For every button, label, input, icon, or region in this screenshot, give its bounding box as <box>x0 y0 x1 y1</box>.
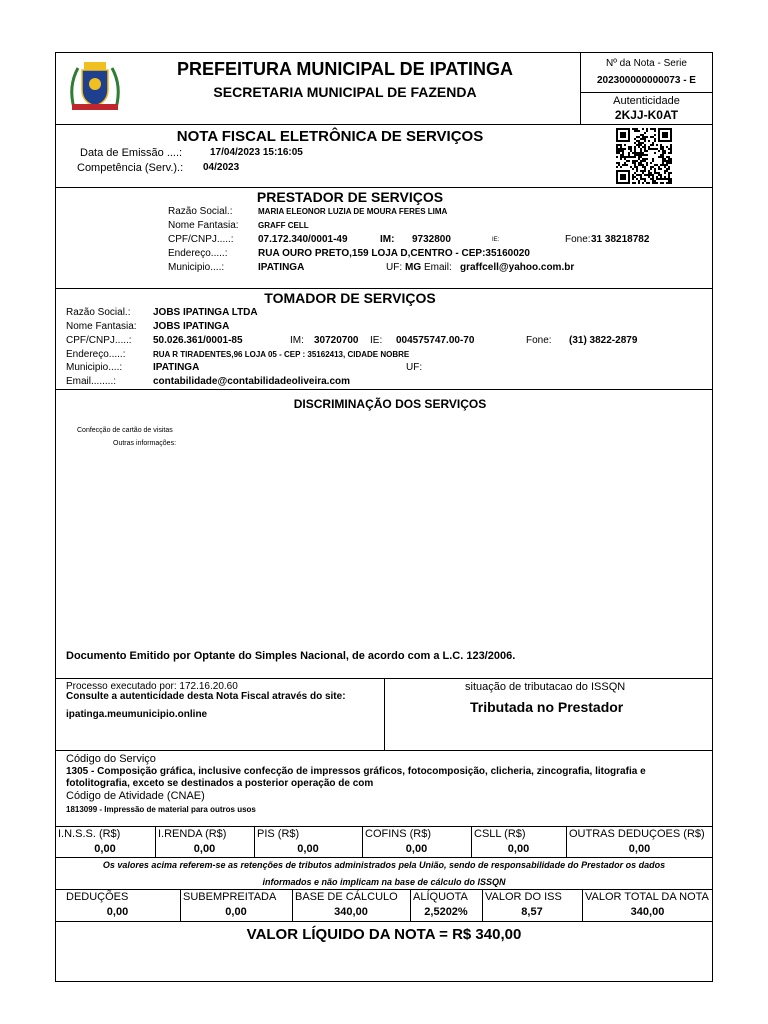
prestador-municipio-value: IPATINGA <box>258 262 305 273</box>
tomador-uf-label: UF: <box>406 362 423 373</box>
divider-prestador <box>55 187 713 188</box>
calc-value-total: 340,00 <box>630 906 665 918</box>
prestador-uf-label: UF: <box>386 262 403 273</box>
ret-header-irenda: I.RENDA (R$) <box>158 828 227 840</box>
divider-codigo <box>55 750 713 751</box>
retencoes-note-line2: informados e não implicam na base de cálculo do ISSQN <box>262 877 506 887</box>
divider-header <box>55 124 713 125</box>
divider-calculo <box>55 889 713 890</box>
prestador-fantasia-label: Nome Fantasia: <box>168 220 239 231</box>
ret-header-cofins: COFINS (R$) <box>365 828 431 840</box>
divider-tomador <box>55 288 713 289</box>
ret-value-csll: 0,00 <box>507 843 530 855</box>
calc-value-iss: 8,57 <box>521 906 543 918</box>
divider-retencoes-values <box>55 857 713 858</box>
calc-header-total: VALOR TOTAL DA NOTA <box>585 891 709 903</box>
prestador-im-label: IM: <box>380 234 395 245</box>
prestador-municipio-label: Municipio....: <box>168 262 225 273</box>
servico-descricao: Confecção de cartão de visitas <box>77 427 173 434</box>
codigo-servico-value: 1305 - Composição gráfica, inclusive confecção de impressos gráficos, fotocomposição, clicheria, zincografia, litografia e fotolitografia, exceto se destinados a posterior operação de com <box>66 766 646 789</box>
nota-number-label: Nº da Nota - Serie <box>606 58 687 69</box>
ret-value-irenda: 0,00 <box>193 843 216 855</box>
ret-value-outras: 0,00 <box>628 843 651 855</box>
prestador-fone-label: Fone: <box>565 234 591 245</box>
divider-calculo-values <box>55 921 713 922</box>
tomador-endereco-label: Endereço.....: <box>66 349 126 360</box>
calc-header-iss: VALOR DO ISS <box>485 891 562 903</box>
tomador-ie-label: IE: <box>370 335 383 346</box>
tomador-cpf-value: 50.026.361/0001-85 <box>153 335 243 346</box>
prestador-uf-value: MG <box>405 262 422 273</box>
calc-header-base: BASE DE CÁLCULO <box>295 891 398 903</box>
servicos-section-title: DISCRIMINAÇÃO DOS SERVIÇOS <box>293 397 487 411</box>
ret-header-outras: OUTRAS DEDUÇOES (R$) <box>569 828 705 840</box>
prestador-razao-value: MARIA ELEONOR LUZIA DE MOURA FERES LIMA <box>258 207 448 216</box>
prestador-fone-value: 31 38218782 <box>591 234 650 245</box>
city-crest-logo <box>64 56 126 118</box>
autenticidade-code: 2KJJ-K0AT <box>614 108 679 122</box>
emissao-label: Data de Emissão ....: <box>80 147 183 159</box>
tomador-endereco-value: RUA R TIRADENTES,96 LOJA 05 - CEP : 35162413, CIDADE NOBRE <box>153 350 410 359</box>
competencia-label: Competência (Serv.).: <box>77 162 184 174</box>
competencia-value: 04/2023 <box>203 162 240 173</box>
simples-nacional-note: Documento Emitido por Optante do Simples Nacional, de acordo com a L.C. 123/2006. <box>66 650 516 662</box>
tomador-razao-label: Razão Social.: <box>66 307 131 318</box>
outras-informacoes-label: Outras informações: <box>113 440 177 447</box>
prestador-endereco-label: Endereço.....: <box>168 248 228 259</box>
prestador-fantasia-value: GRAFF CELL <box>258 221 309 230</box>
prestador-section-title: PRESTADOR DE SERVIÇOS <box>256 189 444 205</box>
ret-header-csll: CSLL (R$) <box>474 828 526 840</box>
ret-value-inss: 0,00 <box>94 843 116 855</box>
valor-liquido: VALOR LÍQUIDO DA NOTA = R$ 340,00 <box>246 926 522 943</box>
tomador-im-label: IM: <box>290 335 304 346</box>
tomador-fone-value: (31) 3822-2879 <box>569 335 638 346</box>
prestador-im-value: 9732800 <box>412 234 451 245</box>
prestador-razao-label: Razão Social.: <box>168 206 233 217</box>
tomador-municipio-label: Municipio....: <box>66 362 123 373</box>
tomador-fone-label: Fone: <box>526 335 552 346</box>
prestador-cpf-label: CPF/CNPJ.....: <box>168 234 234 245</box>
ret-header-pis: PIS (R$) <box>257 828 300 840</box>
calc-value-aliquota: 2,5202% <box>424 906 468 918</box>
tomador-fantasia-label: Nome Fantasia: <box>66 321 137 332</box>
tomador-section-title: TOMADOR DE SERVIÇOS <box>264 290 436 306</box>
consulte-autenticidade: Consulte a autenticidade desta Nota Fiscal através do site: <box>66 691 346 702</box>
calc-header-deducoes: DEDUÇÕES <box>66 891 129 903</box>
doc-title: NOTA FISCAL ELETRÔNICA DE SERVIÇOS <box>176 128 484 145</box>
prestador-cpf-value: 07.172.340/0001-49 <box>258 234 348 245</box>
prestador-email-label: Email: <box>424 262 452 273</box>
tomador-ie-value: 004575747.00-70 <box>396 335 475 346</box>
qr-code-image <box>616 128 672 184</box>
situacao-tributacao-label: situação de tributacao do ISSQN <box>465 681 626 693</box>
cnae-label: Código de Atividade (CNAE) <box>66 790 205 802</box>
autenticidade-label: Autenticidade <box>613 95 680 107</box>
divider-servicos <box>55 389 713 390</box>
org-subtitle: SECRETARIA MUNICIPAL DE FAZENDA <box>213 84 477 100</box>
divider-processo-col <box>384 678 385 750</box>
calc-header-aliquota: ALÍQUOTA <box>413 891 468 903</box>
calc-value-deducoes: 0,00 <box>106 906 129 918</box>
tomador-municipio-value: IPATINGA <box>153 362 200 373</box>
tomador-email-value: contabilidade@contabilidadeoliveira.com <box>153 376 351 387</box>
ret-header-inss: I.N.S.S. (R$) <box>58 828 121 840</box>
prestador-email-value: graffcell@yahoo.com.br <box>460 262 575 273</box>
codigo-servico-label: Código do Serviço <box>66 753 156 765</box>
emissao-value: 17/04/2023 15:16:05 <box>210 147 303 158</box>
tomador-cpf-label: CPF/CNPJ.....: <box>66 335 132 346</box>
tomador-im-value: 30720700 <box>314 335 359 346</box>
divider-nota-box-mid <box>580 92 713 93</box>
org-title: PREFEITURA MUNICIPAL DE IPATINGA <box>176 59 513 79</box>
calc-value-subempreitada: 0,00 <box>225 906 247 918</box>
nota-number-value: 202300000000073 - E <box>597 75 696 86</box>
tomador-email-label: Email........: <box>66 376 117 387</box>
tomador-razao-value: JOBS IPATINGA LTDA <box>153 307 258 318</box>
divider-retencoes <box>55 826 713 827</box>
prestador-endereco-value: RUA OURO PRETO,159 LOJA D,CENTRO - CEP:35160020 <box>258 248 530 259</box>
situacao-tributacao-value: Tributada no Prestador <box>470 699 624 715</box>
retencoes-note-line1: Os valores acima referem-se as retenções de tributos administrados pela União, sendo de responsabilidade do Prestador os dados <box>102 860 666 870</box>
calc-value-base: 340,00 <box>334 906 368 918</box>
consulta-site-link[interactable]: ipatinga.meumunicipio.online <box>66 709 208 720</box>
ret-value-cofins: 0,00 <box>405 843 428 855</box>
processo-executado: Processo executado por: 172.16.20.60 <box>66 681 238 692</box>
calc-header-subempreitada: SUBEMPREITADA <box>183 891 277 903</box>
tomador-fantasia-value: JOBS IPATINGA <box>153 321 230 332</box>
ret-value-pis: 0,00 <box>297 843 319 855</box>
cnae-value: 1813099 - Impressão de material para outros usos <box>66 805 256 814</box>
prestador-ie-label: IE: <box>492 237 500 243</box>
